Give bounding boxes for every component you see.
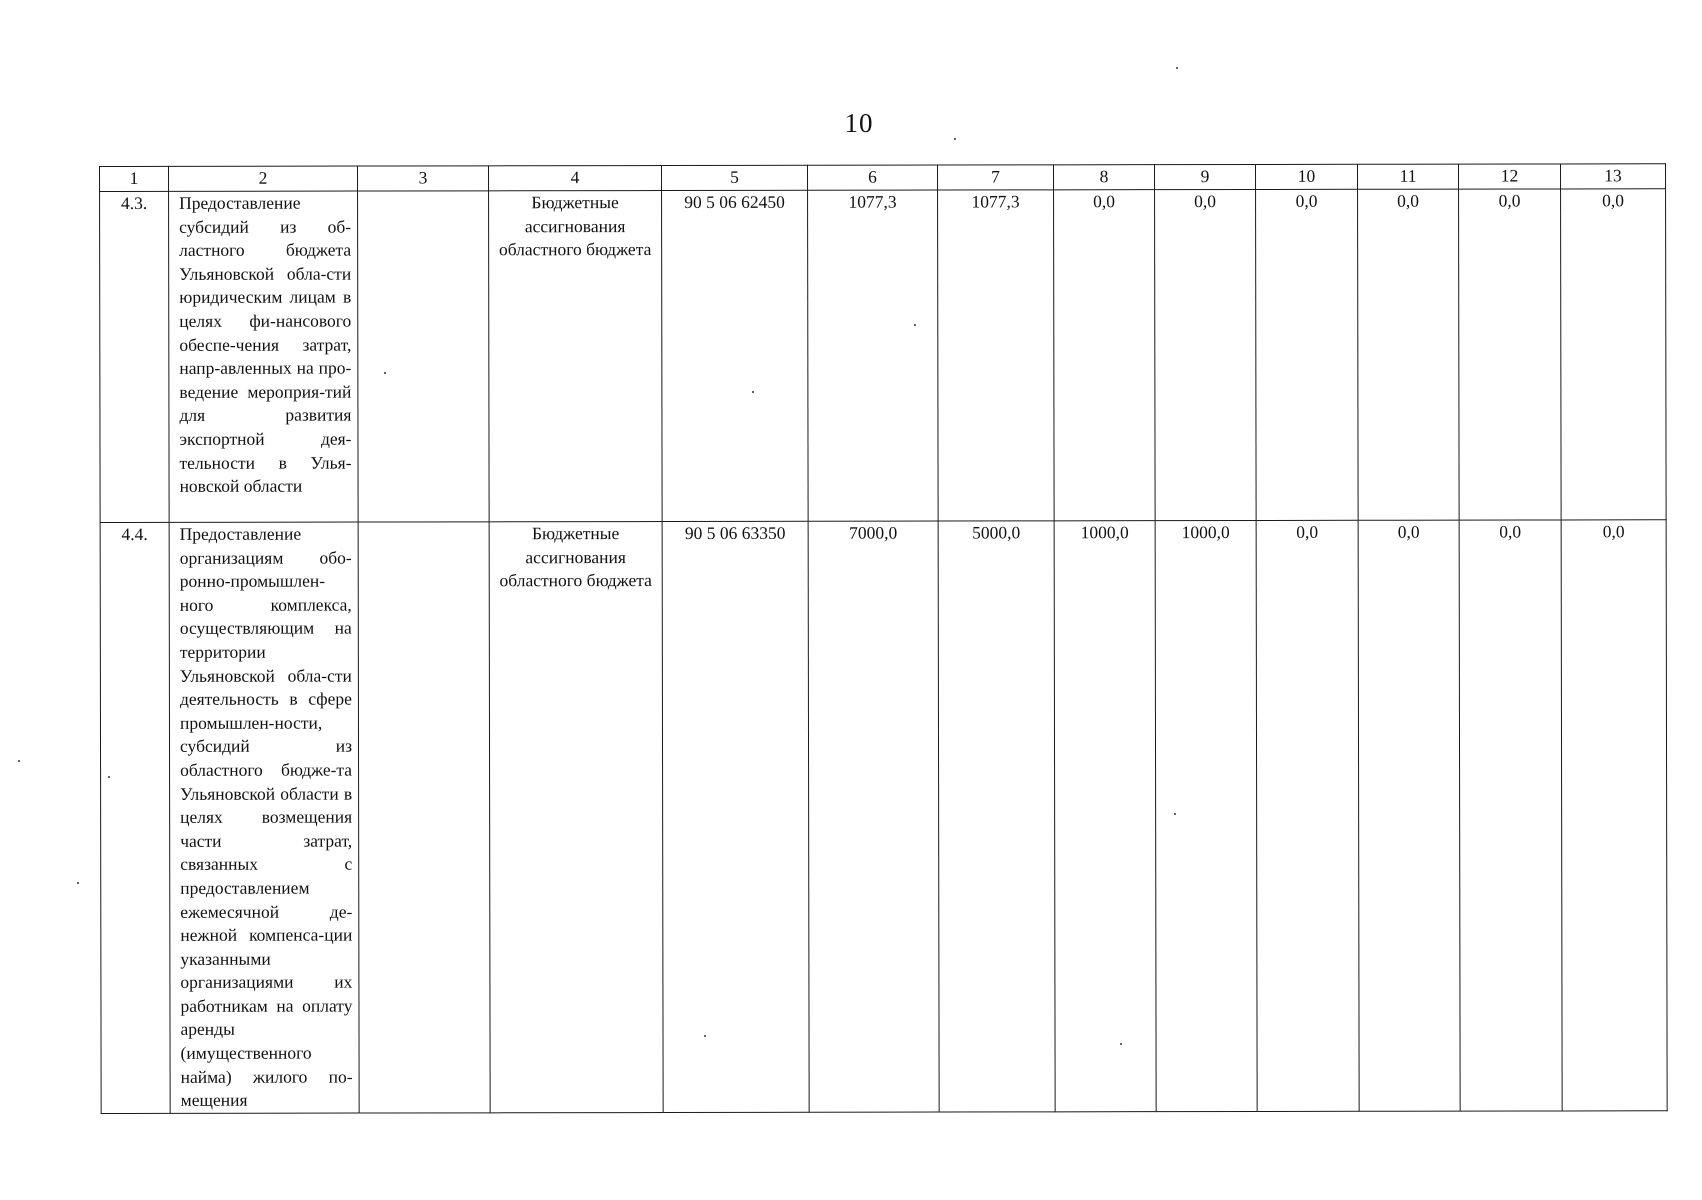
scan-speck — [1176, 67, 1178, 69]
header-cell-9: 9 — [1154, 164, 1255, 189]
page-number: 10 — [844, 108, 874, 138]
scan-speck — [704, 1035, 706, 1037]
scan-speck — [108, 776, 110, 778]
scan-speck — [77, 882, 79, 884]
row-budget-code: 90 5 06 63350 — [662, 521, 809, 1112]
header-cell-11: 11 — [1357, 164, 1458, 189]
scan-speck — [1174, 813, 1176, 815]
header-cell-12: 12 — [1458, 164, 1560, 189]
header-cell-3: 3 — [358, 166, 489, 191]
row-value-col9: 1000,0 — [1155, 520, 1257, 1111]
header-cell-13: 13 — [1560, 164, 1665, 189]
header-cell-6: 6 — [807, 165, 937, 190]
row-value-col10: 0,0 — [1256, 189, 1359, 520]
row-value-col6: 7000,0 — [808, 521, 939, 1112]
row-value-col12: 0,0 — [1459, 189, 1562, 520]
header-cell-7: 7 — [937, 165, 1053, 190]
header-row — [100, 164, 1666, 192]
row-value-col9: 0,0 — [1155, 189, 1257, 520]
row-col3 — [358, 522, 490, 1113]
row-value-col11: 0,0 — [1358, 520, 1460, 1111]
row-value-col13: 0,0 — [1561, 189, 1667, 520]
row-value-col8: 0,0 — [1054, 190, 1156, 521]
scan-speck — [18, 760, 20, 762]
header-cell-8: 8 — [1053, 165, 1154, 190]
header-cell-1: 1 — [100, 166, 169, 191]
header-cell-2: 2 — [169, 166, 358, 191]
row-value-col12: 0,0 — [1459, 520, 1562, 1111]
budget-table — [99, 163, 1668, 1114]
table-row — [100, 189, 1667, 523]
row-value-col8: 1000,0 — [1054, 521, 1156, 1112]
row-value-col11: 0,0 — [1358, 189, 1460, 520]
row-value-col6: 1077,3 — [808, 190, 939, 521]
row-number: 4.3. — [100, 191, 170, 522]
row-value-col10: 0,0 — [1256, 520, 1359, 1111]
scan-speck — [914, 324, 916, 326]
row-description: Предоставление организациям обо-ронно-промышлен-ного комплекса, осуществляющим на территории Ульяновской обла-сти деятельность в сфере промышлен-ности, субсидий из областного бюдже-та Ульяновской области в целях возмещения части затрат, связанных с предоставлением ежемесячной де-нежной компенса-ции указанными организациями их работникам на оплату аренды (имущественного найма) жилого по-мещения — [169, 522, 359, 1113]
row-col3 — [358, 191, 490, 522]
row-description: Предоставление субсидий из об-ластного бюджета Ульяновской обла-сти юридическим лицам в целях фи-нансового обеспе-чения затрат, напр-авленных на про-ведение мероприя-тий для развития экспортной дея-тельности в Улья-новской области — [169, 191, 359, 522]
row-budget-code: 90 5 06 62450 — [662, 190, 809, 521]
scan-speck — [1120, 1043, 1122, 1045]
scan-speck — [384, 372, 386, 374]
header-cell-4: 4 — [489, 166, 662, 191]
row-value-col13: 0,0 — [1561, 520, 1667, 1111]
scan-speck — [752, 391, 754, 393]
row-value-col7: 1077,3 — [938, 190, 1055, 521]
header-cell-5: 5 — [662, 165, 808, 190]
row-number: 4.4. — [100, 522, 170, 1113]
row-funding-source: Бюджетные ассигнования областного бюджета — [489, 191, 663, 522]
scan-speck — [954, 138, 956, 140]
header-cell-10: 10 — [1255, 164, 1357, 189]
table-row — [100, 520, 1667, 1114]
row-funding-source: Бюджетные ассигнования областного бюджета — [489, 522, 663, 1113]
row-value-col7: 5000,0 — [938, 521, 1055, 1112]
